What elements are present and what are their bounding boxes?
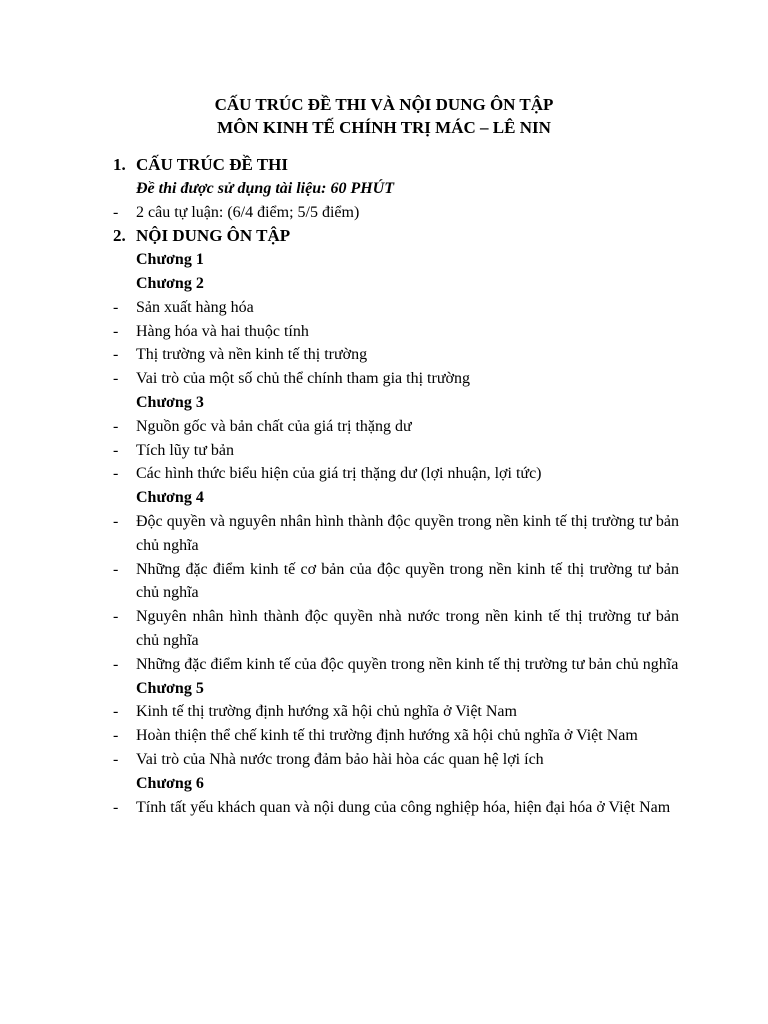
section-1-note: Đề thi được sử dụng tài liệu: 60 PHÚT: [136, 179, 394, 197]
bullet-dash: -: [113, 417, 119, 435]
chapter-4-title: Chương 4: [136, 489, 204, 507]
list-item: [113, 343, 679, 367]
bullet-dash: -: [113, 370, 119, 388]
document-title: [0, 93, 768, 139]
chapter-2-item: Thị trường và nền kinh tế thị trường: [136, 346, 368, 364]
chapter-3-item: Tích lũy tư bản: [136, 441, 234, 459]
chapter-2-item: Vai trò của một số chủ thể chính tham gia thị trường: [136, 370, 470, 388]
bullet-dash: -: [113, 203, 119, 221]
chapter-4-item: Độc quyền và nguyên nhân hình thành độc quyền trong nền kinh tế thị trường tư bản chủ nghĩa: [136, 512, 679, 554]
bullet-dash: -: [113, 703, 119, 721]
bullet-dash: -: [113, 465, 119, 483]
list-item: [113, 724, 679, 748]
bullet-dash: -: [113, 512, 119, 530]
bullet-dash: -: [113, 346, 119, 364]
bullet-dash: -: [113, 655, 119, 673]
list-item: [113, 320, 679, 344]
list-item: [113, 510, 679, 558]
chapter-2-item: Hàng hóa và hai thuộc tính: [136, 322, 309, 340]
bullet-dash: -: [113, 298, 119, 316]
list-item: [113, 296, 679, 320]
chapter-1-title: Chương 1: [136, 251, 204, 269]
bullet-dash: -: [113, 608, 119, 626]
section-1-heading-row: [113, 153, 679, 177]
chapter-4-item: Những đặc điểm kinh tế của độc quyền trong nền kinh tế thị trường tư bản chủ nghĩa: [136, 655, 679, 673]
title-line-2: MÔN KINH TẾ CHÍNH TRỊ MÁC – LÊ NIN: [217, 118, 551, 137]
list-item: [113, 558, 679, 606]
list-item: [113, 700, 679, 724]
section-1-number: 1.: [113, 155, 126, 174]
list-item: [113, 367, 679, 391]
chapter-5-title: Chương 5: [136, 679, 204, 697]
chapter-3-item: Các hình thức biểu hiện của giá trị thặng dư (lợi nhuận, lợi tức): [136, 465, 542, 483]
bullet-dash: -: [113, 322, 119, 340]
chapter-4-item: Những đặc điểm kinh tế cơ bản của độc quyền trong nền kinh tế thị trường tư bản chủ nghĩa: [136, 560, 679, 602]
section-2-heading: NỘI DUNG ÔN TẬP: [136, 226, 291, 246]
list-item: [113, 462, 679, 486]
list-item: [113, 439, 679, 463]
chapter-2-item: Sản xuất hàng hóa: [136, 298, 254, 316]
list-item: [113, 415, 679, 439]
section-1-heading: CẤU TRÚC ĐỀ THI: [136, 155, 288, 174]
list-item: [113, 748, 679, 772]
section-2-number: 2.: [113, 226, 126, 246]
chapter-2-title: Chương 2: [136, 274, 204, 292]
bullet-dash: -: [113, 727, 119, 745]
section-2-heading-row: [113, 224, 679, 248]
chapter-4-item: Nguyên nhân hình thành độc quyền nhà nước trong nền kinh tế thị trường tư bản chủ nghĩa: [136, 608, 679, 649]
document-body: [113, 153, 679, 819]
bullet-dash: -: [113, 750, 119, 768]
chapter-5-item: Hoàn thiện thể chế kinh tế thi trường định hướng xã hội chủ nghĩa ở Việt Nam: [136, 727, 638, 745]
list-item: [113, 653, 679, 677]
bullet-dash: -: [113, 798, 119, 816]
title-line-1: CẤU TRÚC ĐỀ THI VÀ NỘI DUNG ÔN TẬP: [214, 95, 554, 114]
chapter-6-title: Chương 6: [136, 774, 204, 792]
chapter-6-item: Tính tất yếu khách quan và nội dung của công nghiệp hóa, hiện đại hóa ở Việt Nam: [136, 798, 671, 816]
chapter-3-title: Chương 3: [136, 393, 204, 411]
chapter-3-item: Nguồn gốc và bản chất của giá trị thặng dư: [136, 417, 412, 435]
bullet-dash: -: [113, 441, 119, 459]
section-1-item: 2 câu tự luận: (6/4 điểm; 5/5 điểm): [136, 203, 360, 221]
bullet-dash: -: [113, 560, 119, 578]
section-1-note-row: [113, 177, 679, 201]
chapter-5-item: Kinh tế thị trường định hướng xã hội chủ nghĩa ở Việt Nam: [136, 703, 517, 721]
list-item: [113, 796, 679, 820]
list-item: [113, 605, 679, 653]
list-item: [113, 201, 679, 225]
chapter-5-item: Vai trò của Nhà nước trong đảm bảo hài hòa các quan hệ lợi ích: [136, 750, 544, 768]
